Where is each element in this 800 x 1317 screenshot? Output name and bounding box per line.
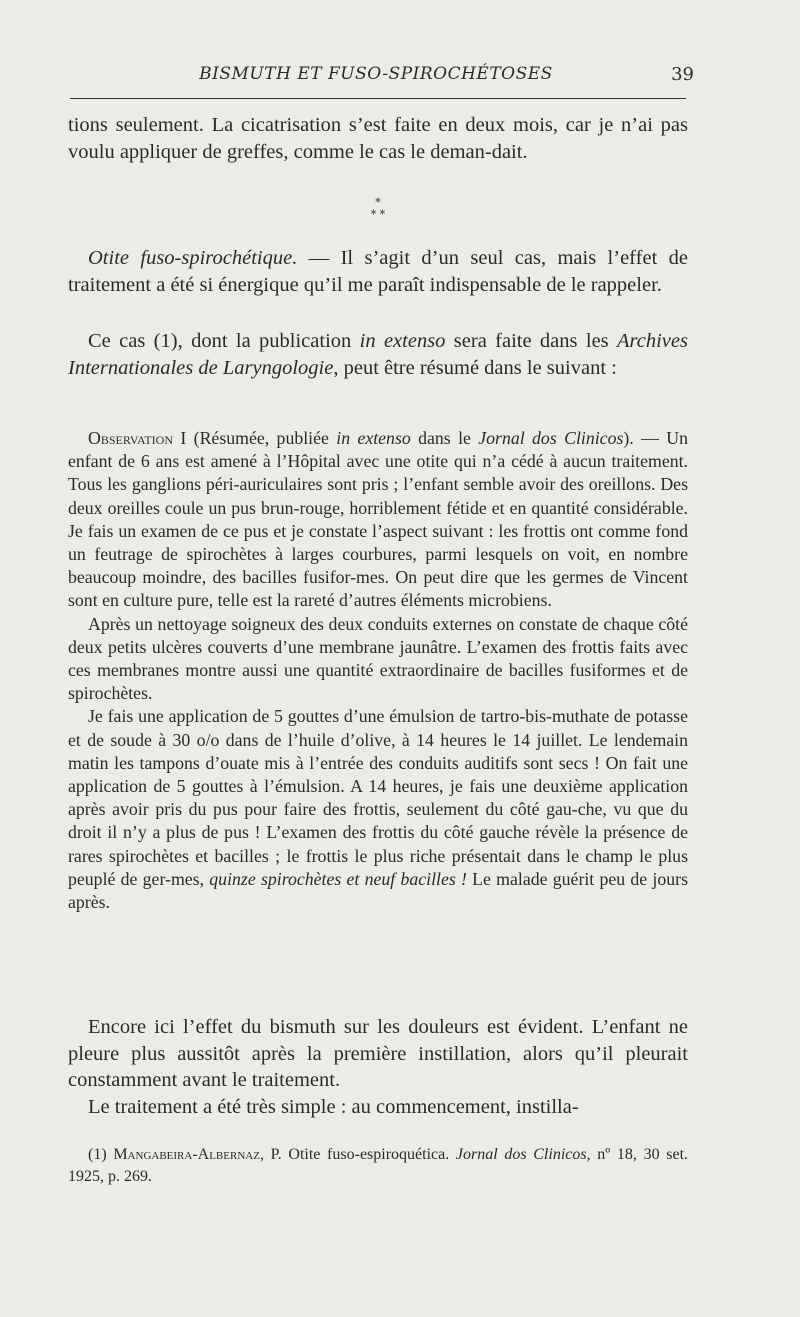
observation-numeral: I (Résumée, publiée: [173, 428, 337, 448]
running-title: BISMUTH ET FUSO-SPIROCHÉTOSES: [199, 64, 553, 84]
asterism: [68, 197, 688, 221]
running-header: [68, 60, 694, 90]
case-intro-paragraph: [68, 328, 688, 381]
case-intro-italic2: Archives Internationales de Laryngologie: [68, 330, 688, 379]
observation-mid: dans le: [410, 428, 479, 448]
header-rule: [70, 98, 686, 99]
footnote-journal: Jornal dos Clinicos: [455, 1146, 587, 1163]
conclusion-paragraph-2: Le traitement a été très simple : au commencement, instilla-: [88, 1095, 579, 1118]
otite-paragraph: [68, 245, 688, 298]
case-intro-part2: sera faite dans les: [445, 330, 618, 352]
observation-paragraph-3: [68, 705, 688, 914]
observation-italic1: in extenso: [336, 428, 411, 448]
observation-rest: ). — Un enfant de 6 ans est amené à l’Hôpital avec une otite qui n’a cédé à aucun traitement. Tous les ganglions péri-auriculaires sont pris ; l’enfant semble avoir des oreillons. Des deux oreilles coule un pus brun-rouge, horriblement fétide et en quantité considérable. Je fais un examen de ce pus et je constate l’aspect suivant : les frottis ont comme fond un feutrage de spirochètes à larges courbures, parmi lesquels on voit, en nombre beaucoup moindre, des bacilles fusifor-mes. On peut dire que les germes de Vincent sont en culture pure, telle est la rareté d’autres éléments microbiens.: [68, 428, 688, 611]
asterism-bottom: * *: [370, 208, 386, 221]
observation-p3-main: Je fais une application de 5 gouttes d’une émulsion de tartro-bis-muthate de potasse et de soude à 30 o/o dans de l’huile d’olive, à 14 heures le 14 juillet. Le lendemain matin les tampons d’ouate mis à l’entrée des conduits auditifs sont secs ! On fait une application de 5 gouttes à l’émulsion. A 14 heures, je fais une deuxième application après avoir pris du pus pour faire des frottis, seulement du côté gau-che, vu que du droit il n’y a plus de pus ! L’examen des frottis du côté gauche révèle la présence de rares spirochètes et bacilles ; le frottis le plus riche présentait dans le champ le plus peuplé de ger-mes,: [68, 706, 688, 889]
footnote-text2: , nº 18, 30 set. 1925, p. 269.: [68, 1146, 689, 1185]
intro-text: tions seulement. La cicatrisation s’est faite en deux mois, car je n’ai pas voulu appliquer de greffes, comme le cas le deman-dait.: [68, 114, 688, 163]
section-title: Otite fuso-spirochétique.: [88, 247, 298, 269]
observation-paragraph-2: Après un nettoyage soigneux des deux conduits externes on constate de chaque côté deux petits ulcères couverts d’une membrane jaunâtre. L’examen des frottis faits avec ces membranes montre aussi une quantité extraordinaire de bacilles fusiformes et de spirochètes.: [68, 613, 688, 704]
observation-p3-italic: quinze spirochètes et neuf bacilles !: [209, 868, 467, 889]
observation-block: [68, 427, 688, 914]
case-intro-part1: Ce cas (1), dont la publication: [88, 330, 360, 352]
case-intro-italic1: in extenso: [359, 330, 446, 352]
otite-text: — Il s’agit d’un seul cas, mais l’effet de traitement a été si énergique qu’il me paraît indispensable de le rappeler.: [68, 247, 688, 296]
page-number: 39: [671, 64, 694, 85]
conclusion-paragraph-1: Encore ici l’effet du bismuth sur les douleurs est évident. L’enfant ne pleure plus aussitôt après la première instillation, alors qu’il pleurait constamment avant le traitement.: [68, 1016, 688, 1091]
observation-paragraph-1: [68, 427, 688, 613]
footnote-author: Mangabeira-Albernaz: [113, 1146, 260, 1163]
observation-p3-end: Le malade guérit peu de jours après.: [68, 868, 688, 913]
footnote-marker: (1): [88, 1146, 114, 1163]
observation-label: Observation: [88, 428, 174, 448]
conclusion-block: [68, 1014, 688, 1120]
asterism-top: *: [375, 196, 381, 209]
footnote: [68, 1144, 688, 1188]
case-intro-part3: , peut être résumé dans le suivant :: [333, 356, 617, 379]
observation-journal: Jornal dos Clinicos: [478, 428, 624, 448]
footnote-text1: , P. Otite fuso-espiroquética.: [259, 1146, 456, 1163]
intro-paragraph: [68, 112, 688, 165]
